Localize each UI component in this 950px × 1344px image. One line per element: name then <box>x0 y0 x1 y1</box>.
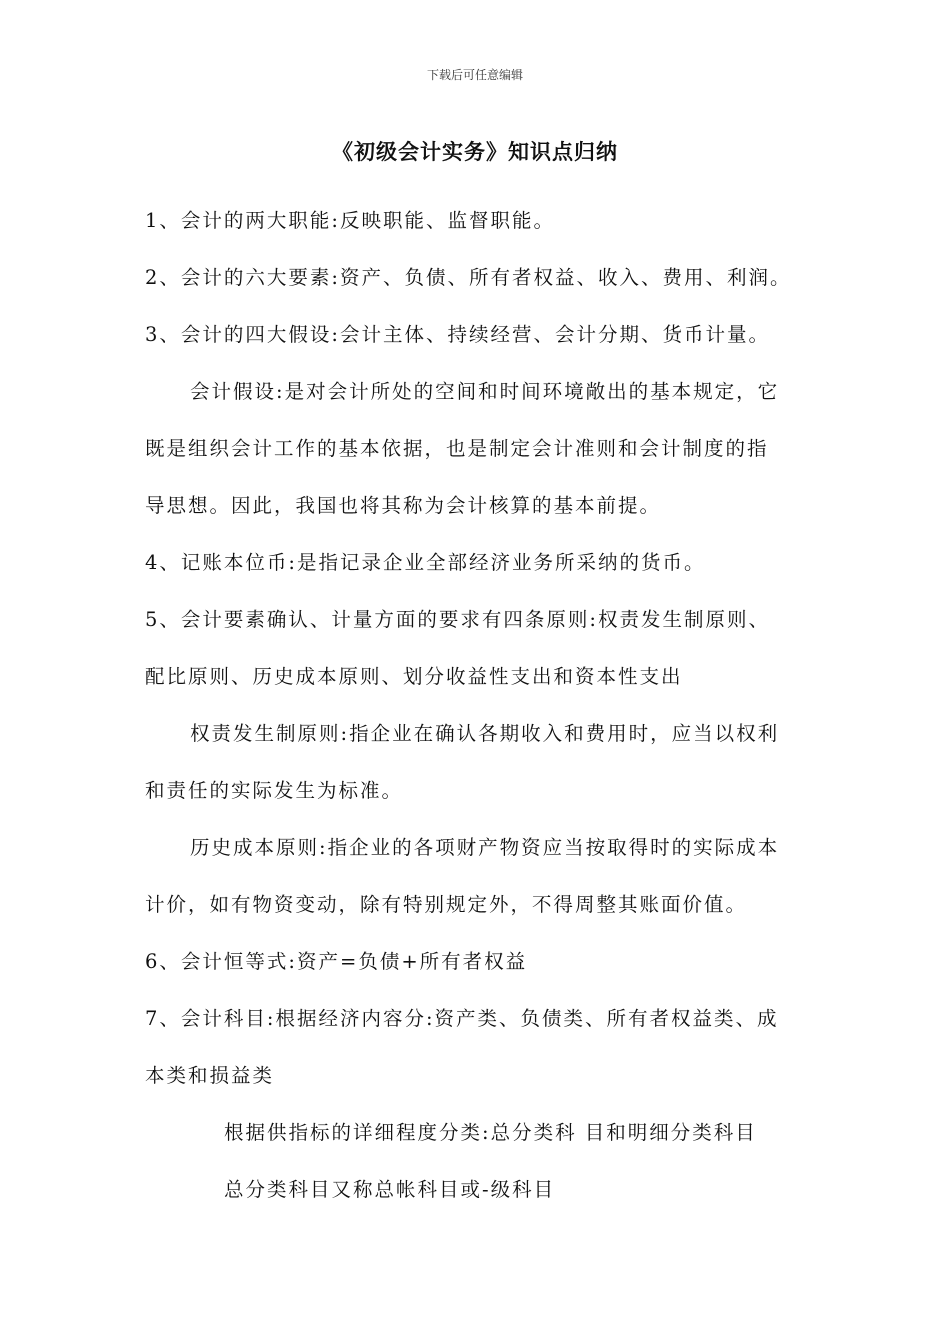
paragraph-line-7: 4、记账本位币:是指记录企业全部经济业务所采纳的货币。 <box>145 551 706 574</box>
paragraph-line-17: 根据供指标的详细程度分类:总分类科 目和明细分类科目 <box>224 1121 757 1144</box>
paragraph-line-13: 计价，如有物资变动，除有特别规定外，不得周整其账面价值。 <box>145 893 748 916</box>
paragraph-line-10: 权责发生制原则:指企业在确认各期收入和费用时，应当以权利 <box>190 722 780 745</box>
paragraph-line-12: 历史成本原则:指企业的各项财产物资应当按取得时的实际成本 <box>190 836 780 859</box>
document-title: 《初级会计实务》知识点归纳 <box>332 139 618 164</box>
paragraph-line-9: 配比原则、历史成本原则、划分收益性支出和资本性支出 <box>145 665 683 688</box>
paragraph-line-2: 2、会计的六大要素:资产、负债、所有者权益、收入、费用、利润。 <box>145 266 792 289</box>
paragraph-line-14: 6、会计恒等式:资产=负债+所有者权益 <box>145 950 528 973</box>
paragraph-line-8: 5、会计要素确认、计量方面的要求有四条原则:权责发生制原则、 <box>145 608 770 631</box>
paragraph-line-4: 会计假设:是对会计所处的空间和时间环境敞出的基本规定，它 <box>190 380 780 403</box>
header-note: 下载后可任意编辑 <box>426 68 523 82</box>
paragraph-line-6: 导思想。因此，我国也将其称为会计核算的基本前提。 <box>145 494 662 517</box>
paragraph-line-5: 既是组织会计工作的基本依据，也是制定会计准则和会计制度的指 <box>145 437 769 460</box>
paragraph-line-1: 1、会计的两大职能:反映职能、监督职能。 <box>145 209 555 232</box>
paragraph-line-18: 总分类科目又称总帐科目或-级科目 <box>224 1178 556 1201</box>
paragraph-line-3: 3、会计的四大假设:会计主体、持续经营、会计分期、货币计量。 <box>145 323 770 346</box>
paragraph-line-11: 和责任的实际发生为标准。 <box>145 779 404 802</box>
paragraph-line-15: 7、会计科目:根据经济内容分:资产类、负债类、所有者权益类、成 <box>145 1007 779 1030</box>
paragraph-line-16: 本类和损益类 <box>145 1064 275 1087</box>
